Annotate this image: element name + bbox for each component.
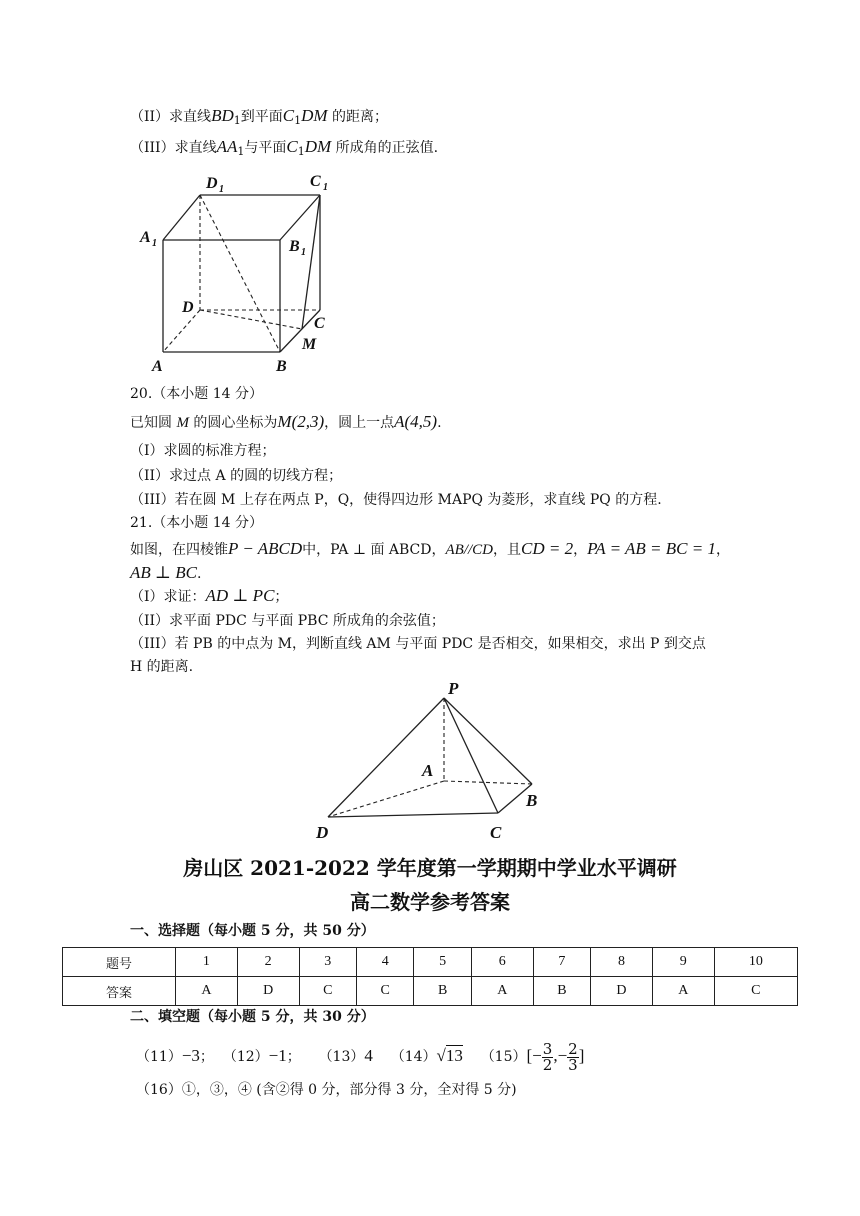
table-cell: A	[471, 977, 533, 1006]
q21-stem1b: P − ABCD	[228, 539, 303, 558]
q19-part3-var1: AA	[216, 137, 238, 156]
q19-part2-var1: BD	[211, 106, 234, 125]
label-a1: A	[140, 229, 151, 246]
table-cell: 4	[357, 948, 414, 977]
q20-stem-b: 的圆心坐标为	[193, 415, 278, 431]
table-row-numbers	[63, 948, 798, 977]
label-a1-sub: 1	[152, 238, 157, 249]
fraction-1-denominator: 2	[542, 1055, 553, 1074]
fill-15-label: （15）	[480, 1049, 527, 1065]
q20-center: M(2,3)	[277, 412, 325, 431]
edge-dc	[328, 813, 498, 817]
q20-m: M	[176, 415, 189, 431]
q21-stem1	[130, 539, 730, 560]
label-d1-sub: 1	[219, 184, 224, 195]
edge-pb	[444, 698, 532, 784]
q19-part2-end: 的距离；	[331, 109, 388, 125]
fill-11-label: （11）	[136, 1049, 182, 1065]
edge-a1d1	[163, 195, 200, 240]
q19-part2-var1-sub: 1	[233, 114, 241, 127]
fill-13-label: （13）	[318, 1049, 365, 1065]
q21-title: 21.（本小题 14 分）	[130, 515, 263, 531]
q20-stem-d: .	[437, 415, 442, 431]
q21-part3a: （III）若 PB 的中点为 M，判断直线 AM 与平面 PDC 是否相交，如果相交，求出 P 到交点	[130, 636, 706, 652]
label-p: P	[448, 679, 459, 698]
label-c1: C	[310, 173, 321, 190]
table-cell: B	[533, 977, 590, 1006]
edge-bd1	[200, 195, 280, 352]
q21-stem1j: PA = AB = BC = 1	[587, 539, 716, 558]
edge-ad	[163, 310, 200, 352]
q21-p1a: （I）求证：	[130, 589, 206, 605]
q19-part2-var2-sub: 1	[294, 114, 302, 127]
table-cell: D	[237, 977, 299, 1006]
table-cell: B	[414, 977, 471, 1006]
fill-14-label: （14）	[390, 1049, 437, 1065]
table-cell: A	[176, 977, 238, 1006]
answer-title: 房山区 2021-2022 学年度第一学期期中学业水平调研	[183, 856, 677, 880]
q21-stem1g: ，且	[493, 542, 521, 558]
q21-stem1c: 中，	[302, 542, 331, 558]
q19-part2-var2-rest: DM	[301, 106, 328, 125]
label-b: B	[526, 791, 538, 810]
label-b1: B	[289, 238, 300, 255]
q21-part1	[130, 586, 288, 607]
fill-answers-line2: （16）①，③，④ (含②得 0 分，部分得 3 分，全对得 5 分)	[136, 1082, 517, 1098]
table-row-answers	[63, 977, 798, 1006]
fill-answers-line1	[136, 1040, 584, 1076]
label-m: M	[302, 336, 317, 353]
edge-pc	[444, 698, 498, 813]
label-d: D	[182, 299, 194, 316]
fraction-1	[542, 1039, 554, 1074]
label-c: C	[314, 315, 325, 332]
fill-12-label: （12）	[222, 1049, 269, 1065]
fill-11-sep: ；	[199, 1049, 214, 1065]
table-cell: 7	[533, 948, 590, 977]
edge-dm	[200, 310, 302, 329]
q20-part1: （I）求圆的标准方程；	[130, 443, 276, 459]
row-label-answer: 答案	[63, 977, 176, 1006]
table-cell: D	[591, 977, 653, 1006]
label-c1-sub: 1	[323, 182, 328, 193]
fill-12-value: −1	[268, 1046, 287, 1065]
q19-part3-mid: 与平面	[244, 140, 287, 156]
q21-stem2-end: .	[196, 566, 202, 582]
label-a: A	[422, 761, 434, 780]
fraction-2-denominator: 3	[568, 1055, 578, 1074]
q19-part2-label: （II）求直线	[130, 109, 212, 125]
q20-part3: （III）若在圆 M 上存在两点 P，Q，使得四边形 MAPQ 为菱形，求直线 PQ 的方程.	[130, 492, 662, 508]
table-cell: 6	[471, 948, 533, 977]
q19-part3-label: （III）求直线	[130, 140, 217, 156]
q20-title: 20.（本小题 14 分）	[130, 386, 263, 402]
label-b: B	[276, 358, 287, 375]
edge-c1m	[302, 195, 320, 329]
q19-part3-var2-rest: DM	[304, 137, 332, 156]
q19-part2-var2: C	[282, 106, 295, 125]
table-cell: 1	[176, 948, 238, 977]
table-cell: C	[714, 977, 797, 1006]
section2-heading: 二、填空题（每小题 5 分，共 30 分）	[130, 1009, 375, 1025]
fill-13-value: 4	[364, 1046, 373, 1065]
q20-stem	[130, 412, 442, 433]
fill-15-open: [−	[526, 1046, 542, 1065]
label-d1: D	[206, 175, 218, 192]
table-cell: 5	[414, 948, 471, 977]
q21-stem1h: CD = 2	[521, 539, 574, 558]
table-cell: 8	[591, 948, 653, 977]
fill-15-mid: ,−	[553, 1046, 568, 1065]
pyramid-figure	[300, 676, 560, 846]
label-c: C	[490, 823, 502, 842]
fill-14-value: 13	[445, 1046, 463, 1065]
q21-stem1e: ，	[431, 542, 446, 558]
label-a: A	[152, 358, 163, 375]
answer-table	[62, 947, 798, 1006]
edge-pd	[328, 698, 444, 817]
section1-heading: 一、选择题（每小题 5 分，共 50 分）	[130, 923, 375, 939]
table-cell: 3	[299, 948, 356, 977]
q20-part2: （II）求过点 A 的圆的切线方程；	[130, 468, 343, 484]
label-d: D	[316, 823, 329, 842]
q21-stem1d: PA ⊥ 面 ABCD	[330, 542, 432, 558]
q21-p1b: AD ⊥ PC	[205, 586, 275, 605]
q21-p1c: ；	[274, 589, 289, 605]
fill-15-close: ]	[578, 1046, 585, 1065]
q19-part3	[130, 137, 438, 162]
q20-point: A(4,5)	[394, 412, 438, 431]
q20-stem-a: 已知圆	[130, 415, 172, 431]
q19-part2-mid: 到平面	[240, 109, 283, 125]
q21-part2: （II）求平面 PDC 与平面 PBC 所成角的余弦值；	[130, 613, 445, 629]
fraction-1-numerator: 3	[542, 1039, 553, 1058]
q21-stem1k: ，	[715, 542, 730, 558]
q19-part3-var1-sub: 1	[237, 145, 245, 158]
q21-stem2-expr: AB ⊥ BC	[130, 563, 197, 582]
q21-stem1i: ，	[573, 542, 588, 558]
edge-ab	[444, 781, 532, 784]
table-cell: 2	[237, 948, 299, 977]
cube-figure	[130, 165, 350, 380]
sqrt-sign: √	[436, 1046, 446, 1065]
fill-11-value: −3	[181, 1046, 200, 1065]
edge-c1b1	[280, 195, 320, 240]
table-cell: 9	[652, 948, 714, 977]
answer-subtitle: 高二数学参考答案	[350, 890, 510, 914]
q19-part3-var2: C	[286, 137, 298, 156]
table-cell: C	[357, 977, 414, 1006]
table-cell: 10	[714, 948, 797, 977]
q21-stem1a: 如图，在四棱锥	[130, 542, 228, 558]
q21-stem2	[130, 563, 201, 584]
q19-part2	[130, 106, 388, 131]
table-cell: A	[652, 977, 714, 1006]
table-cell: C	[299, 977, 356, 1006]
q21-stem1f: AB//CD	[445, 542, 493, 558]
q20-stem-c: ，圆上一点	[324, 415, 395, 431]
label-b1-sub: 1	[301, 247, 306, 258]
fraction-2-numerator: 2	[568, 1039, 578, 1058]
fraction-2	[567, 1039, 579, 1074]
fill-12-sep: ；	[286, 1049, 301, 1065]
q19-part3-var2-sub: 1	[297, 145, 305, 158]
row-label-number: 题号	[63, 948, 176, 977]
q19-part3-end: 所成角的正弦值.	[335, 140, 439, 156]
q21-part3b: H 的距离.	[130, 659, 194, 675]
